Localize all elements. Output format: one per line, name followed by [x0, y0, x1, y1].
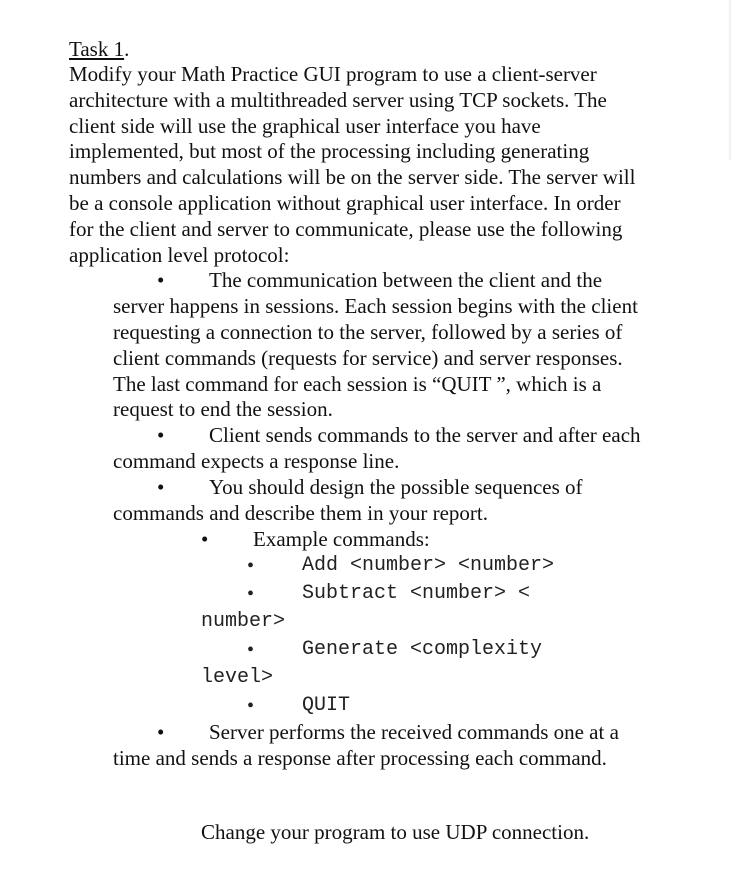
- command-item: [201, 636, 621, 692]
- bullet-dot: •: [247, 583, 255, 606]
- bullet-item: [113, 423, 643, 475]
- bullet-dot: •: [201, 527, 209, 552]
- task-title-text: Task 1: [69, 37, 125, 61]
- command-item: [201, 692, 621, 720]
- task-document: [69, 36, 669, 866]
- bullet-item: [113, 720, 643, 772]
- task-title-suffix: .: [124, 37, 130, 61]
- bullet-text: The communication between the client and the server happens in sessions. Each session begins with the client requesting a connection to the server, followed by a series of client commands (requests for service) and server responses. The last command for each session is “QUIT ”, which is a request to end the session.: [113, 268, 638, 422]
- bullet-dot: •: [247, 695, 255, 718]
- bullet-item: [113, 268, 643, 423]
- command-item: [201, 580, 621, 636]
- bullet-dot: •: [157, 474, 165, 499]
- bullet-text: Client sends commands to the server and after each command expects a response line.: [113, 423, 641, 473]
- bullet-item: [113, 475, 643, 527]
- command-text: QUIT: [302, 694, 351, 718]
- bullet-dot: •: [247, 639, 255, 662]
- closing-instruction: Change your program to use UDP connection.: [201, 819, 590, 844]
- bullet-text: You should design the possible sequences of commands and describe them in your report.: [113, 474, 583, 525]
- command-text: Generate <complexity level>: [201, 638, 543, 690]
- bullet-dot: •: [157, 268, 165, 293]
- task-title: [69, 36, 669, 62]
- command-text: Add <number> <number>: [302, 554, 555, 578]
- command-text: Subtract <number> < number>: [201, 582, 531, 634]
- bullet-dot: •: [247, 555, 255, 578]
- bullet-dot: •: [157, 423, 165, 448]
- example-heading-item: [201, 526, 669, 552]
- bullet-text: Server performs the received commands one at a time and sends a response after processing each command.: [113, 720, 619, 771]
- example-heading: Example commands:: [253, 527, 430, 552]
- command-item: [201, 552, 621, 580]
- intro-paragraph: Modify your Math Practice GUI program to use a client-server architecture with a multithreaded server using TCP sockets. The client side will use the graphical user interface you have implemented, but most of the processing including generating numbers and calculations will be on the server side. The server will be a console application without graphical user interface. In order for the client and server to communicate, please use the following application level protocol:: [69, 62, 636, 267]
- bullet-dot: •: [157, 720, 165, 745]
